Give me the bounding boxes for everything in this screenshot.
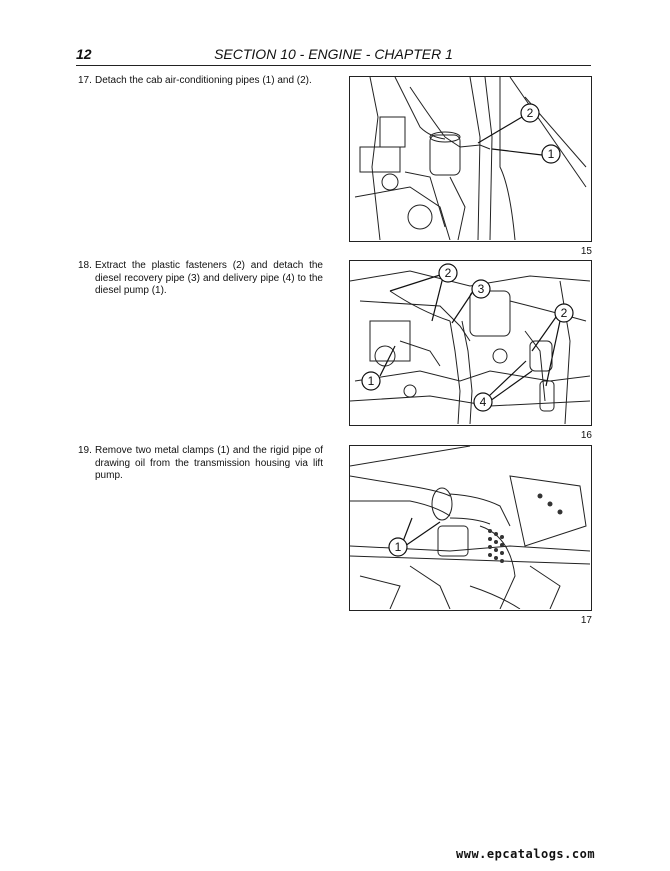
section-title: SECTION 10 - ENGINE - CHAPTER 1 xyxy=(214,46,453,62)
figure-number: 16 xyxy=(580,430,592,441)
figure-15 xyxy=(349,76,592,242)
step-number: 18. xyxy=(78,260,92,271)
step-18 xyxy=(78,260,323,298)
callout-1 xyxy=(389,538,407,556)
page-number: 12 xyxy=(76,46,92,62)
figure-number: 17 xyxy=(580,615,592,626)
callout-4 xyxy=(474,393,492,411)
svg-text:2: 2 xyxy=(560,306,568,320)
watermark-url[interactable]: www.epcatalogs.com xyxy=(456,847,596,861)
callout-1 xyxy=(362,372,380,390)
step-number: 17. xyxy=(78,75,92,86)
callout-3 xyxy=(472,280,490,298)
svg-text:2: 2 xyxy=(444,266,452,280)
figure-15-illustration xyxy=(350,77,590,240)
callout-2 xyxy=(521,104,539,122)
figure-17 xyxy=(349,445,592,611)
svg-text:1: 1 xyxy=(547,147,555,161)
step-number: 19. xyxy=(78,445,92,456)
callout-2 xyxy=(555,304,573,322)
step-text: Remove two metal clamps (1) and the rigid pipe of drawing oil from the transmission housing via lift pump. xyxy=(95,445,323,481)
step-17 xyxy=(78,75,323,88)
figure-16 xyxy=(349,260,592,426)
step-text: Extract the plastic fasteners (2) and detach the diesel recovery pipe (3) and delivery pipe (4) to the diesel pump (1). xyxy=(95,260,323,296)
step-19 xyxy=(78,445,323,483)
figure-17-illustration xyxy=(350,446,590,609)
figure-number: 15 xyxy=(580,246,592,257)
svg-text:3: 3 xyxy=(477,282,485,296)
callout-2 xyxy=(439,264,457,282)
header-rule xyxy=(76,65,591,66)
step-text: Detach the cab air-conditioning pipes (1) and (2). xyxy=(95,75,312,86)
callout-1 xyxy=(542,145,560,163)
svg-text:2: 2 xyxy=(526,106,534,120)
page-header xyxy=(76,46,591,66)
svg-text:1: 1 xyxy=(394,540,402,554)
figure-16-illustration xyxy=(350,261,590,424)
svg-text:4: 4 xyxy=(479,395,487,409)
svg-text:1: 1 xyxy=(367,374,375,388)
